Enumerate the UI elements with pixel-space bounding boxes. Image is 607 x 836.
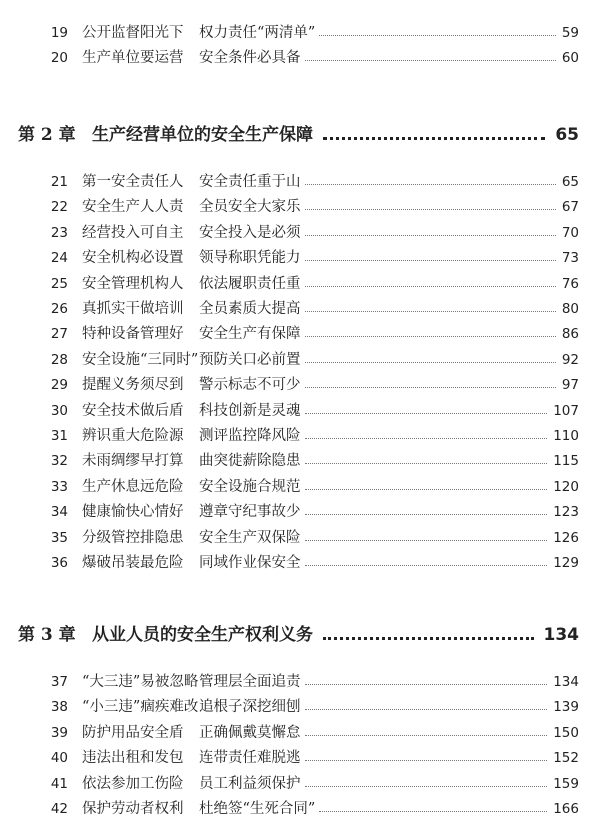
toc-entry[interactable] (0, 424, 607, 449)
entry-subtitle: 安全设施合规范 (199, 478, 301, 495)
dot-leader (305, 170, 556, 185)
entry-title: 违法出租和发包 (82, 750, 184, 767)
entry-number: 41 (50, 775, 68, 792)
entry-number: 19 (50, 25, 68, 41)
entry-number: 31 (50, 428, 68, 444)
entry-title: 真抓实干做培训 (82, 301, 184, 317)
entry-subtitle: 预防关口必前置 (199, 351, 301, 368)
entry-page-number: 126 (553, 529, 579, 546)
entry-page-number: 80 (561, 301, 579, 317)
toc-entry[interactable] (0, 348, 607, 373)
toc-entry[interactable] (0, 475, 607, 500)
entry-number: 37 (50, 674, 68, 690)
entry-page-number: 129 (553, 555, 579, 571)
dot-leader (305, 551, 548, 566)
entry-subtitle: 正确佩戴莫懈怠 (199, 724, 301, 741)
entry-page-number: 150 (553, 724, 579, 741)
entry-title: 保护劳动者权利 (82, 801, 184, 817)
entry-subtitle: 安全生产有保障 (199, 326, 301, 343)
dot-leader (305, 424, 548, 439)
entry-title: 分级管控排隐患 (82, 529, 184, 546)
entry-title: 经营投入可自主 (82, 224, 184, 241)
dot-leader (305, 721, 548, 736)
dot-leader (305, 195, 556, 210)
dot-leader (305, 246, 556, 261)
chapter-heading[interactable] (0, 621, 607, 649)
entry-number: 20 (50, 50, 68, 67)
entry-title: 防护用品安全盾 (82, 724, 184, 741)
chapter-page-number: 134 (543, 625, 579, 645)
entry-page-number: 86 (561, 326, 579, 343)
entry-page-number: 152 (553, 750, 579, 767)
chapter-page-number: 65 (555, 125, 579, 145)
toc-entry[interactable] (0, 526, 607, 551)
entry-page-number: 159 (553, 775, 579, 792)
entry-page-number: 107 (553, 402, 579, 419)
entry-title: 未雨绸缪早打算 (82, 453, 184, 470)
dot-leader (305, 746, 548, 761)
entry-subtitle: 员工利益须保护 (199, 775, 301, 792)
toc-entry[interactable] (0, 21, 607, 46)
chapter-title: 生产经营单位的安全生产保障 (92, 125, 313, 145)
entry-title: 特种设备管理好 (82, 326, 184, 343)
dot-leader (319, 21, 555, 36)
toc-entry[interactable] (0, 297, 607, 322)
entry-number: 27 (50, 326, 68, 343)
toc-entry[interactable] (0, 797, 607, 822)
entry-subtitle: 全员安全大家乐 (199, 199, 301, 216)
dot-leader (305, 272, 556, 287)
entry-title: 健康愉快心情好 (82, 504, 184, 521)
toc-entry[interactable] (0, 721, 607, 746)
entry-subtitle: 安全生产双保险 (199, 529, 301, 546)
entry-subtitle: 同域作业保安全 (199, 555, 301, 571)
entry-title: 生产单位要运营 (82, 50, 184, 67)
dot-leader (305, 46, 556, 61)
entry-subtitle: 连带责任难脱逃 (199, 750, 301, 767)
entry-title: “大三违”易被忽略 (82, 674, 199, 690)
entry-number: 29 (50, 377, 68, 394)
entry-page-number: 60 (561, 50, 579, 67)
entry-title: 安全生产人人责 (82, 199, 184, 216)
entry-number: 39 (50, 724, 68, 741)
entry-title: “小三违”痼疾难改 (82, 699, 199, 716)
entry-title: 公开监督阳光下 (82, 25, 184, 41)
entry-subtitle: 权力责任“两清单” (199, 25, 316, 41)
entry-title: 安全设施“三同时” (82, 351, 199, 368)
entry-subtitle: 曲突徙薪除隐患 (199, 453, 301, 470)
entry-subtitle: 依法履职责任重 (199, 275, 301, 292)
entry-page-number: 65 (561, 174, 579, 190)
entry-title: 辨识重大危险源 (82, 428, 184, 444)
chapter-number: 第 3 章 (18, 625, 76, 645)
entry-number: 26 (50, 301, 68, 317)
entry-page-number: 123 (553, 504, 579, 521)
chapter-title: 从业人员的安全生产权利义务 (92, 625, 313, 645)
entry-number: 35 (50, 529, 68, 546)
entry-number: 32 (50, 453, 68, 470)
entry-number: 36 (50, 555, 68, 571)
entry-subtitle: 杜绝签“生死合同” (199, 801, 316, 817)
entry-page-number: 67 (561, 199, 579, 216)
toc-entry[interactable] (0, 449, 607, 474)
entry-page-number: 92 (561, 351, 579, 368)
entry-title: 生产休息远危险 (82, 478, 184, 495)
toc-entry[interactable] (0, 746, 607, 771)
dot-leader (305, 348, 556, 363)
dot-leader (305, 695, 548, 710)
entry-number: 34 (50, 504, 68, 521)
toc-entry[interactable] (0, 221, 607, 246)
dot-leader (305, 475, 548, 490)
entry-title: 提醒义务须尽到 (82, 377, 184, 394)
entry-title: 第一安全责任人 (82, 174, 184, 190)
entry-page-number: 115 (553, 453, 579, 470)
dot-leader (305, 449, 548, 464)
entry-page-number: 120 (553, 478, 579, 495)
entry-number: 30 (50, 402, 68, 419)
dot-leader (305, 500, 548, 515)
entry-subtitle: 管理层全面追责 (199, 674, 301, 690)
dot-leader (319, 797, 547, 812)
toc-entry[interactable] (0, 272, 607, 297)
entry-subtitle: 安全条件必具备 (199, 50, 301, 67)
chapter-dot-leader (323, 121, 545, 140)
entry-subtitle: 追根子深挖细刨 (199, 699, 301, 716)
entry-title: 爆破吊装最危险 (82, 555, 184, 571)
toc-entry[interactable] (0, 170, 607, 195)
dot-leader (305, 772, 548, 787)
toc-entry[interactable] (0, 246, 607, 271)
entry-title: 安全技术做后盾 (82, 402, 184, 419)
dot-leader (305, 322, 556, 337)
dot-leader (305, 373, 556, 388)
entry-number: 42 (50, 801, 68, 817)
entry-page-number: 59 (561, 25, 579, 41)
dot-leader (305, 297, 556, 312)
entry-page-number: 110 (553, 428, 579, 444)
toc-entry[interactable] (0, 500, 607, 525)
entry-number: 38 (50, 699, 68, 716)
entry-number: 22 (50, 199, 68, 216)
entry-page-number: 70 (561, 224, 579, 241)
entry-number: 28 (50, 351, 68, 368)
entry-subtitle: 全员素质大提高 (199, 301, 301, 317)
entry-subtitle: 领导称职凭能力 (199, 250, 301, 267)
entry-subtitle: 警示标志不可少 (199, 377, 301, 394)
entry-number: 25 (50, 275, 68, 292)
toc-entry[interactable] (0, 399, 607, 424)
entry-number: 23 (50, 224, 68, 241)
toc-entry[interactable] (0, 373, 607, 398)
toc-entry[interactable] (0, 670, 607, 695)
entry-page-number: 73 (561, 250, 579, 267)
toc-entry[interactable] (0, 46, 607, 71)
toc-entry[interactable] (0, 551, 607, 576)
entry-subtitle: 安全投入是必须 (199, 224, 301, 241)
toc-entry[interactable] (0, 322, 607, 347)
entry-page-number: 76 (561, 275, 579, 292)
entry-number: 40 (50, 750, 68, 767)
chapter-number: 第 2 章 (18, 125, 76, 145)
entry-number: 33 (50, 478, 68, 495)
toc-entry[interactable] (0, 695, 607, 720)
chapter-dot-leader (323, 621, 534, 640)
dot-leader (305, 670, 548, 685)
entry-subtitle: 遵章守纪事故少 (199, 504, 301, 521)
entry-page-number: 166 (553, 801, 579, 817)
toc-entry[interactable] (0, 195, 607, 220)
entry-title: 安全机构必设置 (82, 250, 184, 267)
toc-entry[interactable] (0, 772, 607, 797)
dot-leader (305, 526, 548, 541)
entry-subtitle: 安全责任重于山 (199, 174, 301, 190)
entry-number: 21 (50, 174, 68, 190)
entry-title: 依法参加工伤险 (82, 775, 184, 792)
dot-leader (305, 221, 556, 236)
entry-page-number: 97 (561, 377, 579, 394)
entry-title: 安全管理机构人 (82, 275, 184, 292)
entry-page-number: 139 (553, 699, 579, 716)
entry-number: 24 (50, 250, 68, 267)
entry-subtitle: 科技创新是灵魂 (199, 402, 301, 419)
dot-leader (305, 399, 548, 414)
entry-page-number: 134 (553, 674, 579, 690)
chapter-heading[interactable] (0, 121, 607, 149)
entry-subtitle: 测评监控降风险 (199, 428, 301, 444)
